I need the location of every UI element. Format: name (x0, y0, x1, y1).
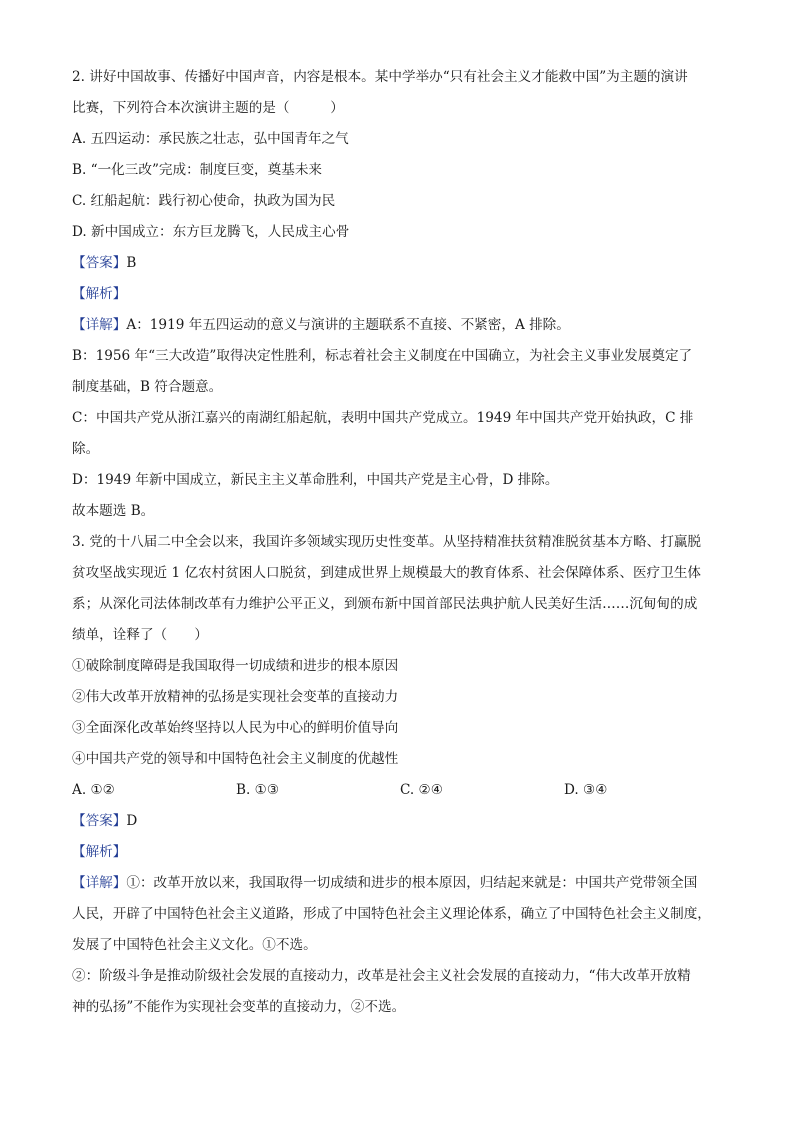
q2-detail-line-2: B：1956 年“三大改造”取得决定性胜利，标志着社会主义制度在中国确立，为社会主义事业发展奠定了 (72, 348, 693, 364)
q3-stem-line-1: 3. 党的十八届二中全会以来，我国许多领域实现历史性变革。从坚持精准扶贫精准脱贫基本方略、打赢脱 (72, 534, 702, 550)
q2-option-d: D. 新中国成立：东方巨龙腾飞，人民成主心骨 (72, 224, 350, 240)
q2-option-c: C. 红船起航：践行初心使命，执政为国为民 (72, 193, 336, 209)
q2-analysis (72, 279, 732, 310)
q3-answer (72, 806, 732, 837)
q3-detail-line-4: ②：阶级斗争是推动阶级社会发展的直接动力，改革是社会主义社会发展的直接动力，“伟大改革开放精 (72, 968, 691, 984)
q3-stem-line-3: 系；从深化司法体制改革有力维护公平正义，到颁布新中国首部民法典护航人民美好生活……沉甸甸的成 (72, 596, 698, 612)
q3-statement-1: ①破除制度障碍是我国取得一切成绩和进步的根本原因 (72, 658, 399, 674)
q2-stem-line-1: 2. 讲好中国故事、传播好中国声音，内容是根本。某中学举办“只有社会主义才能救中国”为主题的演讲 (72, 69, 688, 85)
q3-detail-text-1: ①：改革开放以来，我国取得一切成绩和进步的根本原因，归结起来就是：中国共产党带领全国 (126, 875, 698, 891)
q3-statement-3: ③全面深化改革始终坚持以人民为中心的鲜明价值导向 (72, 720, 399, 736)
q2-option-a: A. 五四运动：承民族之壮志，弘中国青年之气 (72, 131, 349, 147)
q3-answer-value: D (126, 813, 138, 829)
q2-answer-value: B (126, 255, 137, 271)
q2-detail-line-4: C：中国共产党从浙江嘉兴的南湖红船起航，表明中国共产党成立。1949 年中国共产党开始执政，C 排 (72, 410, 694, 426)
q2-detail-line-6: D：1949 年新中国成立，新民主主义革命胜利，中国共产党是主心骨，D 排除。 (72, 472, 559, 488)
q2-detail-text-1: A：1919 年五四运动的意义与演讲的主题联系不直接、不紧密，A 排除。 (126, 317, 570, 333)
q3-detail-line-1 (72, 868, 732, 899)
q2-stem-line-2: 比赛，下列符合本次演讲主题的是（ ） (72, 100, 344, 116)
q3-detail-tag: 【详解】 (72, 875, 127, 891)
q3-analysis-tag: 【解析】 (72, 844, 127, 860)
q3-option-a: A. ①② (72, 782, 115, 798)
q2-answer (72, 248, 732, 279)
q2-detail-tag: 【详解】 (72, 317, 127, 333)
q3-answer-tag: 【答案】 (72, 813, 127, 829)
q2-analysis-tag: 【解析】 (72, 286, 127, 302)
q3-detail-line-2: 人民，开辟了中国特色社会主义道路，形成了中国特色社会主义理论体系，确立了中国特色社会主义制度， (72, 906, 711, 922)
document-page (72, 62, 732, 1023)
q2-detail-line-5: 除。 (72, 441, 100, 457)
q3-statement-4: ④中国共产党的领导和中国特色社会主义制度的优越性 (72, 751, 399, 767)
q3-analysis (72, 837, 732, 868)
q2-answer-tag: 【答案】 (72, 255, 127, 271)
q2-conclusion: 故本题选 B。 (72, 503, 155, 519)
q3-option-b: B. ①③ (236, 782, 280, 798)
q2-detail-line-3: 制度基础，B 符合题意。 (72, 379, 223, 395)
q3-stem-line-4: 绩单，诠释了（ ） (72, 627, 208, 643)
q2-detail-line-1 (72, 310, 732, 341)
q3-detail-line-5: 神的弘扬”不能作为实现社会变革的直接动力，②不选。 (72, 999, 406, 1015)
q3-options (72, 775, 732, 806)
q3-detail-line-3: 发展了中国特色社会主义文化。①不选。 (72, 937, 317, 953)
q2-option-b: B. “一化三改”完成：制度巨变，奠基未来 (72, 162, 323, 178)
q3-statement-2: ②伟大改革开放精神的弘扬是实现社会变革的直接动力 (72, 689, 399, 705)
q3-option-c: C. ②④ (400, 782, 443, 798)
q3-option-d: D. ③④ (564, 782, 608, 798)
q3-stem-line-2: 贫攻坚战实现近 1 亿农村贫困人口脱贫，到建成世界上规模最大的教育体系、社会保障体系、医疗卫生体 (72, 565, 702, 581)
